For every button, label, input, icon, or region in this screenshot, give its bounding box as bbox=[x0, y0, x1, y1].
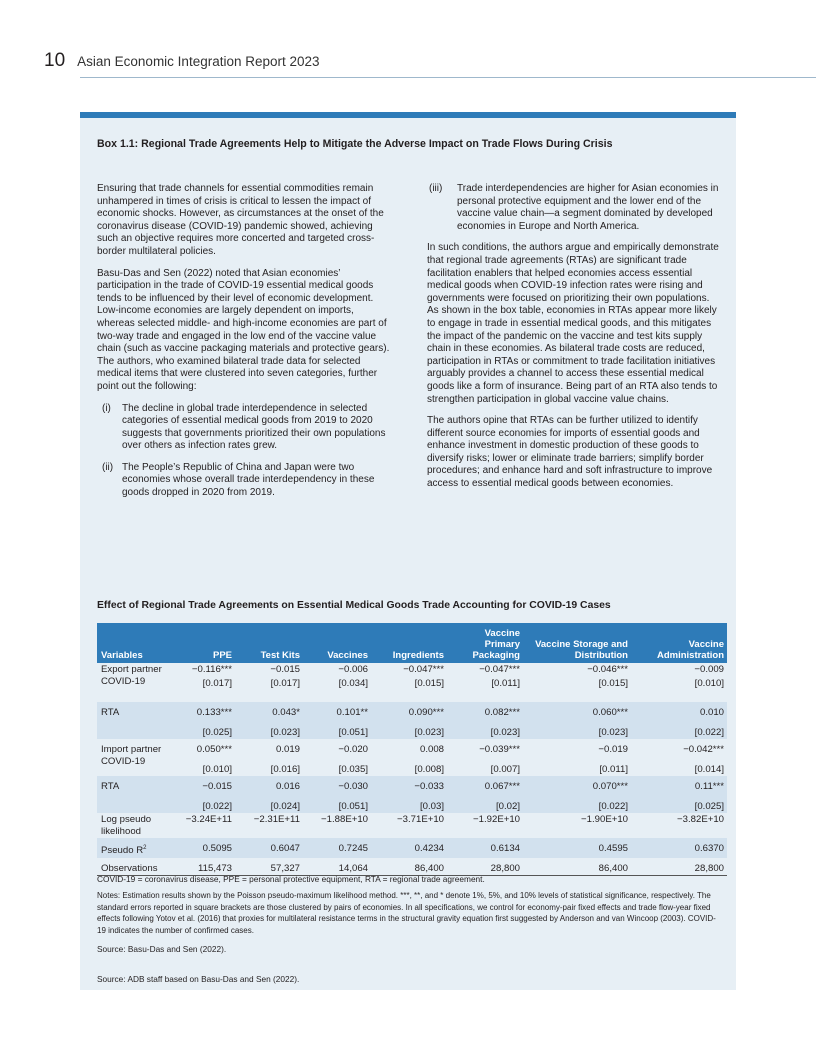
table-cell: [0.011] bbox=[491, 677, 520, 689]
table-cell: [0.023] bbox=[235, 720, 303, 740]
table-row bbox=[97, 663, 727, 677]
table-cell: [0.011] bbox=[599, 763, 628, 775]
table-row bbox=[97, 720, 727, 740]
table-cell: 0.043* bbox=[235, 702, 303, 720]
column-header: Ingredients bbox=[371, 623, 447, 663]
list-number: (ii) bbox=[102, 461, 114, 473]
list-text: The People’s Republic of China and Japan were two economies whose overall trade interdependency in these goods dropped in 2020 from 2019. bbox=[122, 461, 375, 499]
table-notes: Notes: Estimation results shown by the Poisson pseudo-maximum likelihood method. ***, **, and * denote 1%, 5%, and 10% levels of statistical significance, respectively. The standard errors reported in square brackets are those clustered by pairs of economies. In all specifications, we control for economy-pair fixed effects and trade flow-year fixed effects following Yotov et al. (2016) that proxies for multilateral resistance terms in the structural gravity equation first suggested by Anderson and van Wincoop (2003). COVID-19 indicates the number of confirmed cases. bbox=[97, 891, 716, 935]
results-table bbox=[97, 623, 727, 876]
list-text: The decline in global trade interdependence in selected categories of essential medical goods from 2019 to 2020 suggests that governments prioritized their own populations over others as infection rates grew. bbox=[122, 402, 386, 452]
table-cell: −0.019 bbox=[598, 744, 628, 755]
table-cell: [0.010] bbox=[202, 763, 232, 775]
table-cell: −0.020 bbox=[338, 744, 368, 755]
row-label-text: Pseudo R bbox=[101, 845, 144, 857]
table-cell: 0.4595 bbox=[523, 838, 631, 858]
table-row bbox=[97, 838, 727, 858]
table-cell: [0.016] bbox=[270, 763, 300, 775]
table-cell: [0.025] bbox=[631, 794, 727, 814]
table-cell: [0.023] bbox=[447, 720, 523, 740]
table-cell: 28,800 bbox=[447, 858, 523, 876]
row-label: Observations bbox=[97, 858, 167, 876]
table-cell: [0.035] bbox=[338, 763, 368, 775]
page-number: 10 bbox=[44, 50, 66, 71]
table-cell: 0.090*** bbox=[371, 702, 447, 720]
row-label bbox=[97, 838, 167, 858]
table-cell: −0.015 bbox=[167, 776, 235, 794]
table-title: Effect of Regional Trade Agreements on Essential Medical Goods Trade Accounting for COVID-19 Cases bbox=[97, 600, 611, 611]
table-cell: 0.019 bbox=[275, 744, 300, 755]
table-cell: −3.71E+10 bbox=[397, 814, 444, 825]
list-text: Trade interdependencies are higher for Asian economies in personal protective equipment and the lower end of the vaccine value chain—a segment dominated by developed economies in Europe and North America. bbox=[457, 183, 719, 232]
table-row bbox=[97, 794, 727, 814]
table-cell: [0.03] bbox=[371, 794, 447, 814]
table-cell: 0.016 bbox=[235, 776, 303, 794]
paragraph: Basu-Das and Sen (2022) noted that Asian economies’ participation in the trade of COVID-19 essential medical goods tends to be influenced by their level of economic development. Low-income economies are largely dependent on imports, whereas selected middle- and high-income economies are part of two-way trade and engaged in the low end of the vaccine value chain (such as vaccine packaging materials and protective gears). The authors, who examined bilateral trade data for selected medical items that were clustered into seven categories, further point out the following: bbox=[97, 267, 390, 392]
row-label: RTA bbox=[97, 776, 167, 813]
table-cell: [0.022] bbox=[523, 794, 631, 814]
table-cell: −2.31E+11 bbox=[253, 814, 300, 825]
table-cell: 0.6134 bbox=[447, 838, 523, 858]
table-cell: 0.067*** bbox=[447, 776, 523, 794]
table-cell: 14,064 bbox=[303, 858, 371, 876]
table-cell: −0.033 bbox=[371, 776, 447, 794]
table-cell: [0.02] bbox=[447, 794, 523, 814]
row-label: RTA bbox=[97, 702, 167, 739]
table-cell: [0.025] bbox=[167, 720, 235, 740]
table-cell: [0.051] bbox=[303, 794, 371, 814]
table-row bbox=[97, 757, 727, 777]
list-item bbox=[427, 183, 720, 233]
column-header: Variables bbox=[97, 623, 167, 663]
paragraph: In such conditions, the authors argue and empirically demonstrate that regional trade agreements (RTAs) are significant trade facilitation enablers that helped economies access essential medical goods when COVID-19 infection rates were rising and governments were focused on prioritizing their own populations. As shown in the box table, economies in RTAs appear more likely to engage in trade in essential medical goods, and this mitigates the impact of the pandemic on the vaccine and test kits supply chain in these economies. As bilateral trade costs are reduced, participation in RTAs or commitment to trade facilitation initiatives arguably provides a channel to access these essential medical goods like a form of insurance. Being part of an RTA also tends to strengthen participation in global vaccine value chains. bbox=[427, 242, 719, 405]
table-cell: −0.046*** bbox=[587, 664, 628, 675]
right-column bbox=[427, 183, 720, 500]
table-cell: −0.006 bbox=[338, 664, 368, 675]
table-cell: 0.010 bbox=[631, 702, 727, 720]
row-label: Log pseudo likelihood bbox=[101, 814, 152, 837]
table-cell: −0.039*** bbox=[479, 744, 520, 755]
table-cell: [0.015] bbox=[414, 677, 444, 689]
list-number: (i) bbox=[102, 402, 111, 414]
table-cell: −0.030 bbox=[303, 776, 371, 794]
box-panel bbox=[80, 112, 736, 990]
table-header-row bbox=[97, 623, 727, 663]
paragraph: Ensuring that trade channels for essential commodities remain unhampered in times of crisis is critical to lessen the impact of economic shocks. However, as circumstances at the onset of the coronavirus disease (COVID-19) pandemic showed, achieving such an objective requires more concerted and targeted cross-border multilateral policies. bbox=[97, 183, 384, 257]
list-item bbox=[97, 462, 392, 500]
table-cell: −0.116*** bbox=[191, 664, 232, 675]
table-cell: 86,400 bbox=[371, 858, 447, 876]
paragraph: The authors opine that RTAs can be further utilized to identify different source economies for imports of essential goods and enhance investment in domestic production of these goods to diversify risks; lower or eliminate trade barriers; simplify border procedures; and enhance hard and soft infrastructure to improve access to essential medical goods between economies. bbox=[427, 415, 713, 490]
table-cell: 0.6370 bbox=[631, 838, 727, 858]
column-header: Vaccines bbox=[303, 623, 371, 663]
table-cell: 0.133*** bbox=[167, 702, 235, 720]
table-row bbox=[97, 702, 727, 720]
report-title: Asian Economic Integration Report 2023 bbox=[77, 54, 320, 69]
column-header: Test Kits bbox=[235, 623, 303, 663]
table-cell: −0.009 bbox=[694, 664, 724, 675]
table-cell: [0.017] bbox=[202, 677, 232, 689]
table-cell: −0.047*** bbox=[403, 664, 444, 675]
row-label: Import partner COVID-19 bbox=[101, 744, 162, 767]
table-cell: −3.24E+11 bbox=[185, 814, 232, 825]
table-cell: 0.050*** bbox=[196, 744, 232, 755]
table-cell: 86,400 bbox=[523, 858, 631, 876]
table-cell: [0.023] bbox=[523, 720, 631, 740]
table-cell: 0.082*** bbox=[447, 702, 523, 720]
table-cell: 0.11*** bbox=[631, 776, 727, 794]
table-cell: 0.7245 bbox=[303, 838, 371, 858]
superscript: 2 bbox=[143, 845, 147, 851]
table-cell: [0.022] bbox=[167, 794, 235, 814]
row-label: Export partner COVID-19 bbox=[101, 664, 162, 687]
table-cell: [0.008] bbox=[414, 763, 444, 775]
box-source: Source: ADB staff based on Basu-Das and Sen (2022). bbox=[97, 974, 300, 984]
left-column bbox=[97, 183, 392, 509]
table-cell: [0.015] bbox=[598, 677, 628, 689]
page-header bbox=[44, 50, 320, 72]
list-number: (iii) bbox=[429, 183, 443, 194]
table-cell: [0.014] bbox=[694, 763, 724, 775]
table-cell: −0.042*** bbox=[683, 744, 724, 755]
table-cell: −0.015 bbox=[270, 664, 300, 675]
table-row bbox=[97, 858, 727, 876]
table-cell: 28,800 bbox=[631, 858, 727, 876]
column-header: Vaccine Administration bbox=[631, 623, 727, 663]
column-header: Vaccine Primary Packaging bbox=[447, 623, 523, 663]
table-cell: 0.101** bbox=[303, 702, 371, 720]
table-cell: −1.88E+10 bbox=[321, 814, 368, 825]
table-row bbox=[97, 776, 727, 794]
box-title: Box 1.1: Regional Trade Agreements Help to Mitigate the Adverse Impact on Trade Flows During Crisis bbox=[97, 138, 613, 150]
table-cell: [0.010] bbox=[694, 677, 724, 689]
table-abbreviations: COVID-19 = coronavirus disease, PPE = personal protective equipment, RTA = regional trade agreement. bbox=[97, 874, 485, 884]
table-cell: 0.6047 bbox=[235, 838, 303, 858]
table-cell: −1.92E+10 bbox=[473, 814, 520, 825]
table-cell: 0.070*** bbox=[523, 776, 631, 794]
table-row bbox=[97, 739, 727, 757]
header-divider bbox=[80, 77, 816, 78]
table-row bbox=[97, 813, 727, 838]
table-cell: 0.5095 bbox=[167, 838, 235, 858]
table-cell: 0.008 bbox=[419, 744, 444, 755]
table-cell: [0.017] bbox=[270, 677, 300, 689]
column-header: PPE bbox=[167, 623, 235, 663]
table-cell: 0.4234 bbox=[371, 838, 447, 858]
table-cell: 57,327 bbox=[235, 858, 303, 876]
table-cell: [0.024] bbox=[235, 794, 303, 814]
table-cell: 115,473 bbox=[167, 858, 235, 876]
table-cell: [0.022] bbox=[631, 720, 727, 740]
table-cell: [0.034] bbox=[338, 677, 368, 689]
table-cell: [0.007] bbox=[490, 763, 520, 775]
table-cell: [0.023] bbox=[371, 720, 447, 740]
list-item bbox=[97, 403, 392, 453]
column-header: Vaccine Storage and Distribution bbox=[523, 623, 631, 663]
table-cell: [0.051] bbox=[303, 720, 371, 740]
table-row bbox=[97, 677, 727, 703]
table-cell: −0.047*** bbox=[479, 664, 520, 675]
table-cell: −1.90E+10 bbox=[581, 814, 628, 825]
table-cell: −3.82E+10 bbox=[677, 814, 724, 825]
table-source: Source: Basu-Das and Sen (2022). bbox=[97, 944, 227, 954]
table-cell: 0.060*** bbox=[523, 702, 631, 720]
